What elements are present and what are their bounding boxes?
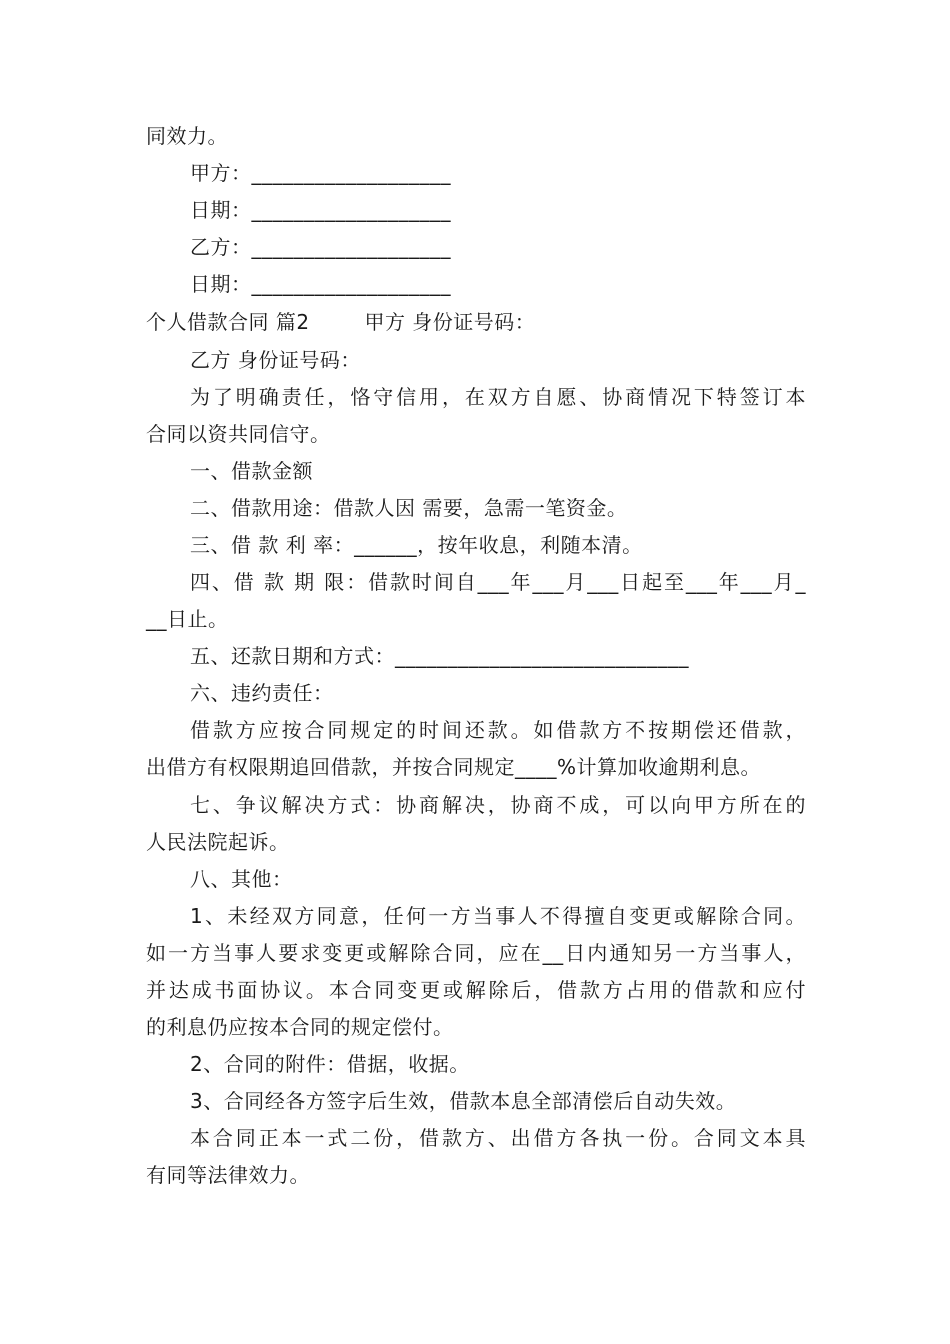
paragraph-line: 如一方当事人要求变更或解除合同，应在__日内通知另一方当事人， [146, 941, 806, 965]
paragraph-line: 人民法院起诉。 [146, 830, 290, 854]
clause-heading: 三、借 款 利 率：______，按年收息，利随本清。 [190, 533, 643, 557]
paragraph-line: 出借方有权限期追回借款，并按合同规定____%计算加收逾期利息。 [146, 755, 762, 779]
paragraph-line: 1、未经双方同意，任何一方当事人不得擅自变更或解除合同。 [190, 904, 806, 928]
paragraph-line: 为了明确责任，恪守信用，在双方自愿、协商情况下特签订本 [190, 385, 806, 409]
section-title: 个人借款合同 篇2 甲方 身份证号码： [146, 310, 536, 334]
paragraph-line: 2、合同的附件：借据，收据。 [190, 1052, 470, 1076]
paragraph-line: 的利息仍应按本合同的规定偿付。 [146, 1015, 454, 1039]
paragraph-line: 合同以资共同信守。 [146, 422, 331, 446]
paragraph-line: 并达成书面协议。本合同变更或解除后，借款方占用的借款和应付 [146, 978, 806, 1002]
text-line: 乙方 身份证号码： [190, 348, 361, 372]
clause-heading: 八、其他： [190, 867, 293, 891]
paragraph-line: 借款方应按合同规定的时间还款。如借款方不按期偿还借款， [190, 718, 806, 742]
clause-heading: 六、违约责任： [190, 681, 334, 705]
date-signature-line: 日期：___________________ [190, 198, 451, 222]
paragraph-line: 有同等法律效力。 [146, 1163, 310, 1187]
text-line: 同效力。 [146, 124, 228, 148]
party-b-signature-line: 乙方：___________________ [190, 235, 451, 259]
clause-heading: 一、借款金额 [190, 459, 313, 483]
date-signature-line: 日期：___________________ [190, 272, 451, 296]
clause-heading: 五、还款日期和方式：____________________________ [190, 644, 689, 668]
clause-heading: 七、争议解决方式：协商解决，协商不成，可以向甲方所在的 [190, 793, 806, 817]
paragraph-line: __日止。 [146, 607, 229, 631]
party-a-signature-line: 甲方：___________________ [190, 161, 451, 185]
clause-heading: 四、借 款 期 限：借款时间自___年___月___日起至___年___月_ [190, 570, 806, 594]
paragraph-line: 3、合同经各方签字后生效，借款本息全部清偿后自动失效。 [190, 1089, 737, 1113]
clause-heading: 二、借款用途：借款人因 需要，急需一笔资金。 [190, 496, 628, 520]
paragraph-line: 本合同正本一式二份，借款方、出借方各执一份。合同文本具 [190, 1126, 806, 1150]
